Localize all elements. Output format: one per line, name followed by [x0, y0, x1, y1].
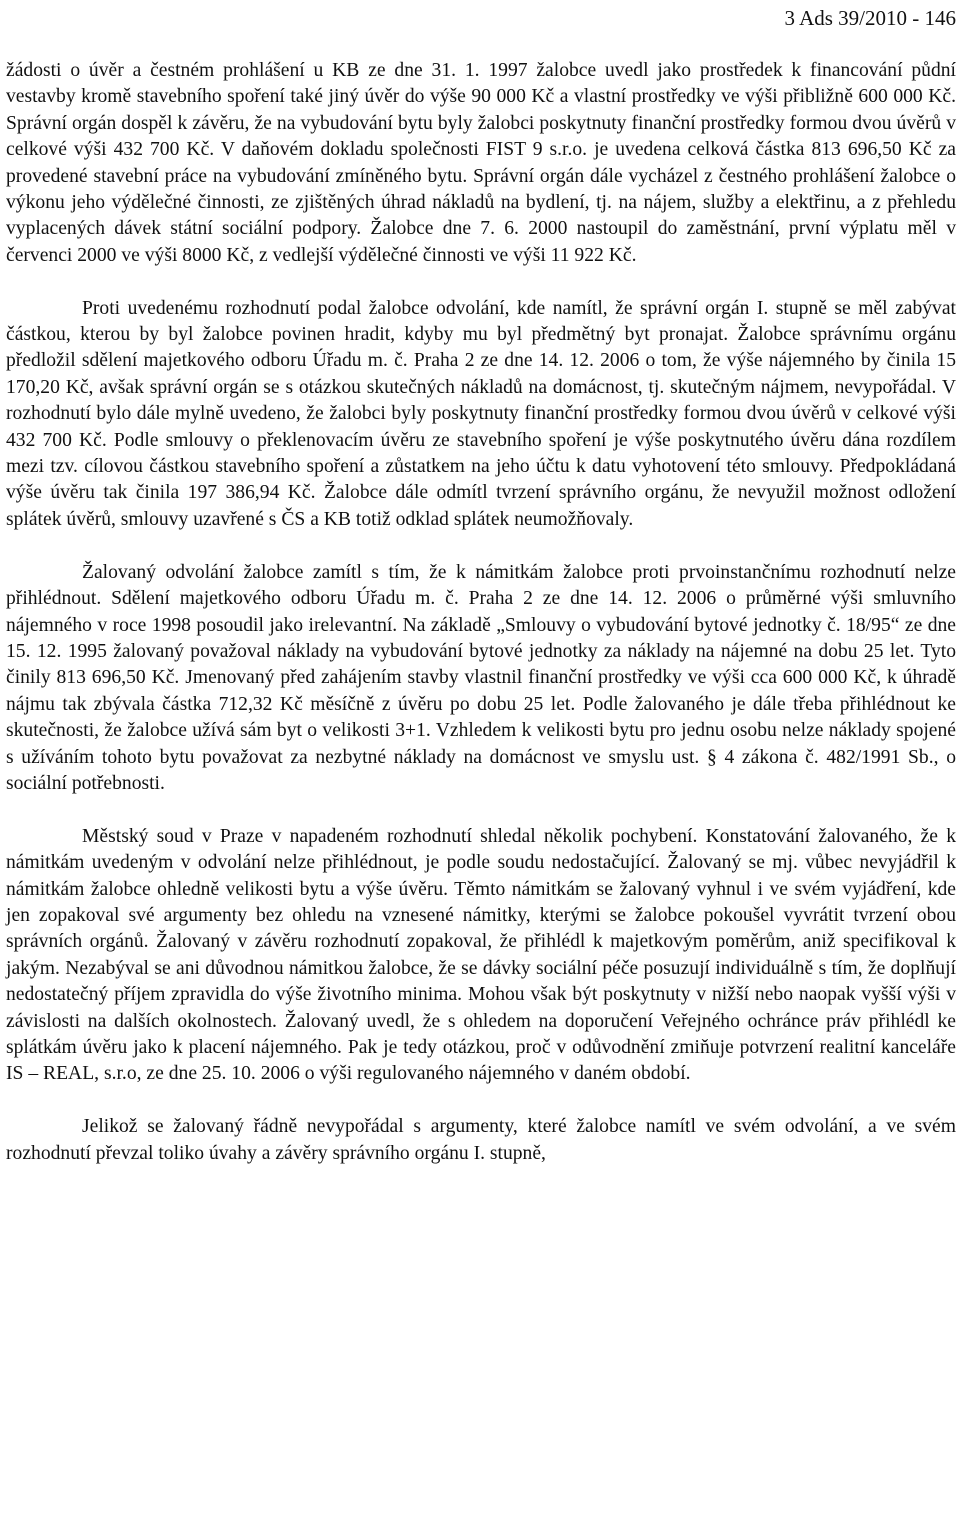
paragraph-5: Jelikož se žalovaný řádně nevypořádal s argumenty, které žalobce namítl ve svém odvolání, a ve svém rozhodnutí převzal toliko úvahy a závěry správního orgánu I. stupně, [6, 1116, 956, 1164]
paragraph-3: Žalovaný odvolání žalobce zamítl s tím, že k námitkám žalobce proti prvoinstančnímu rozhodnutí nelze přihlédnout. Sdělení majetkového odboru Úřadu m. č. Praha 2 ze dne 14. 12. 2006 o průměrné výši smluvního nájemného v roce 1998 posoudil jako irelevantní. Na základě „Smlouvy o vybudování bytové jednotky č. 18/95“ ze dne 15. 12. 1995 žalovaný považoval náklady na vybudování bytové jednotky za náklady na nájemné na dobu 25 let. Tyto činily 813 696,50 Kč. Jmenovaný před zahájením stavby vlastnil finanční prostředky ve výši cca 600 000 Kč, k úhradě nájmu tak zbývala částka 712,32 Kč měsíčně z úvěru po dobu 25 let. Podle žalovaného je dále třeba přihlédnout ke skutečnosti, že žalobce užívá sám byt o velikosti 3+1. Vzhledem k velikosti bytu pro jednu osobu nelze náklady spojené s užíváním tohoto bytu považovat za nezbytné náklady na domácnost ve smyslu ust. § 4 zákona č. 482/1991 Sb., o sociální potřebnosti. [6, 561, 956, 794]
paragraph-2: Proti uvedenému rozhodnutí podal žalobce odvolání, kde namítl, že správní orgán I. stupně se měl zabývat částkou, kterou by byl žalobce povinen hradit, kdyby mu byl předmětný byt pronajat. Žalobce správnímu orgánu předložil sdělení majetkového odboru Úřadu m. č. Praha 2 ze dne 14. 12. 2006 o tom, že výše nájemného by činila 15 170,20 Kč, avšak správní orgán se s otázkou skutečných nákladů na domácnost, tj. skutečným nájmem, nevypořádal. V rozhodnutí bylo dále mylně uvedeno, že žalobci byly poskytnuty finanční prostředky formou dvou úvěrů v celkové výši 432 700 Kč. Podle smlouvy o překlenovacím úvěru ze stavebního spoření je výše poskytnutého úvěru dána rozdílem mezi tzv. cílovou částkou stavebního spoření a zůstatkem na jeho účtu k datu vyhotovení této smlouvy. Předpokládaná výše úvěru tak činila 197 386,94 Kč. Žalobce dále odmítl tvrzení správního orgánu, že nevyužil možnost odložení splátek úvěrů, smlouvy uzavřené s ČS a KB totiž odklad splátek neumožňovaly. [6, 297, 956, 530]
document-body [6, 58, 956, 1193]
paragraph-4: Městský soud v Praze v napadeném rozhodnutí shledal několik pochybení. Konstatování žalovaného, že k námitkám uvedeným v odvolání nelze přihlédnout, je podle soudu nedostačující. Žalovaný se mj. vůbec nevyjádřil k námitkám žalobce ohledně velikosti bytu a výše úvěru. Těmto námitkám se žalovaný vyhnul i ve svém vyjádření, kde jen zopakoval své argumenty bez ohledu na vznesené námitky, kterými se žalobce pokoušel vyvrátit tvrzení obou správních orgánů. Žalovaný v závěru rozhodnutí zopakoval, že přihlédl k majetkovým poměrům, aniž specifikoval k jakým. Nezabýval se ani důvodnou námitkou žalobce, že se dávky sociální péče posuzují individuálně s tím, že doplňují nedostatečný příjem zpravidla do výše životního minima. Mohou však být poskytnuty v nižší nebo naopak vyšší výši v závislosti na dalších okolnostech. Žalovaný uvedl, že s ohledem na doporučení Veřejného ochránce práv přihlédl ke splátkám úvěru jako k placení nájemného. Pak je tedy otázkou, proč v odůvodnění zmiňuje potvrzení realitní kanceláře IS – REAL, s.r.o, ze dne 25. 10. 2006 o výši regulovaného nájemného v daném období. [6, 825, 956, 1085]
document-page [6, 0, 956, 1521]
page-header: 3 Ads 39/2010 - 146 [784, 6, 956, 30]
paragraph-1: žádosti o úvěr a čestném prohlášení u KB ze dne 31. 1. 1997 žalobce uvedl jako prostředek k financování půdní vestavby kromě stavebního spoření také jiný úvěr do výše 90 000 Kč a vlastní prostředky ve výši přibližně 600 000 Kč. Správní orgán dospěl k závěru, že na vybudování bytu byly žalobci poskytnuty finanční prostředky formou dvou úvěrů v celkové výši 432 700 Kč. V daňovém dokladu společnosti FIST 9 s.r.o. je uvedena celková částka 813 696,50 Kč za provedené stavební práce na vybudování zmíněného bytu. Správní orgán dále vycházel z čestného prohlášení žalobce o výkonu jeho výdělečné činnosti, ze zjištěných úhrad nákladů na bydlení, tj. na nájem, služby a elektřinu, a z přehledu vyplacených dávek státní sociální podpory. Žalobce dne 7. 6. 2000 nastoupil do zaměstnání, první výplatu měl v červenci 2000 ve výši 8000 Kč, z vedlejší výdělečné činnosti ve výši 11 922 Kč. [6, 60, 956, 266]
